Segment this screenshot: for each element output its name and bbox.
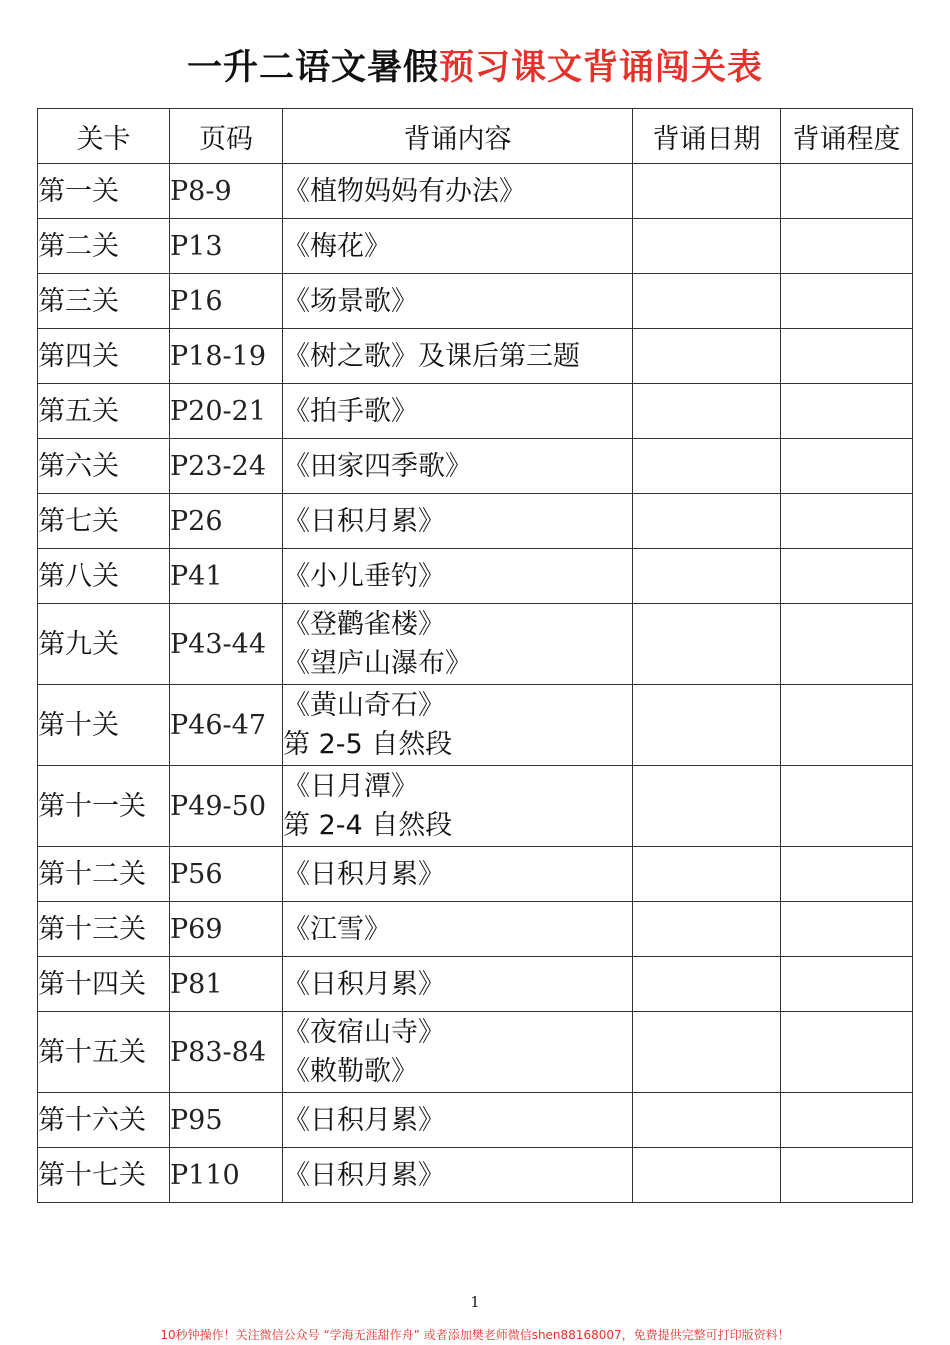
page-cell: P20-21 [170,384,283,439]
stage-cell: 第十一关 [38,766,170,847]
date-cell [633,329,781,384]
content-line: 《日积月累》 [283,505,445,537]
date-cell [633,274,781,329]
content-line: 《日月潭》 [283,771,418,802]
table-row [38,1093,913,1148]
date-cell [633,439,781,494]
content-line: 《田家四季歌》 [283,450,472,482]
date-cell [633,1148,781,1203]
content-line: 《日积月累》 [283,1159,445,1191]
content-cell [283,164,633,219]
page-cell: P26 [170,494,283,549]
content-cell [283,902,633,957]
header-date: 背诵日期 [633,109,781,164]
table-row [38,847,913,902]
stage-cell: 第七关 [38,494,170,549]
page-cell: P46-47 [170,685,283,766]
content-line: 《黄山奇石》 [283,690,445,721]
stage-cell: 第二关 [38,219,170,274]
date-cell [633,549,781,604]
page-cell: P81 [170,957,283,1012]
stage-cell: 第十四关 [38,957,170,1012]
content-cell [283,329,633,384]
date-cell [633,164,781,219]
level-cell [781,1012,913,1093]
stage-cell: 第一关 [38,164,170,219]
date-cell [633,902,781,957]
recitation-table [37,108,913,1203]
table-row [38,1148,913,1203]
page-cell: P16 [170,274,283,329]
content-line: 《江雪》 [283,913,391,945]
content-line: 《日积月累》 [283,858,445,890]
content-line: 第 2-5 自然段 [283,729,453,760]
table-row [38,1012,913,1093]
content-cell [283,549,633,604]
level-cell [781,219,913,274]
date-cell [633,957,781,1012]
page-cell: P69 [170,902,283,957]
content-line: 《登鹳雀楼》 [283,609,445,640]
stage-cell: 第十三关 [38,902,170,957]
header-level: 背诵程度 [781,109,913,164]
stage-cell: 第三关 [38,274,170,329]
date-cell [633,847,781,902]
content-cell [283,384,633,439]
table-row [38,902,913,957]
table-row [38,164,913,219]
table-row [38,384,913,439]
content-line: 《梅花》 [283,230,391,262]
table-row [38,549,913,604]
table-row [38,219,913,274]
page-cell: P110 [170,1148,283,1203]
level-cell [781,604,913,685]
footer-promo-text: 10秒钟操作！关注微信公众号 “学海无涯甜作舟” 或者添加樊老师微信shen88168007，免费提供完整可打印版资料！ [160,1328,790,1342]
stage-cell: 第八关 [38,549,170,604]
content-line: 《场景歌》 [283,285,418,317]
header-stage: 关卡 [38,109,170,164]
level-cell [781,439,913,494]
level-cell [781,685,913,766]
level-cell [781,1148,913,1203]
level-cell [781,1093,913,1148]
level-cell [781,902,913,957]
content-line: 《望庐山瀑布》 [283,648,472,679]
content-cell [283,1093,633,1148]
page-cell: P18-19 [170,329,283,384]
level-cell [781,494,913,549]
stage-cell: 第五关 [38,384,170,439]
date-cell [633,494,781,549]
page-cell: P56 [170,847,283,902]
page-number: 1 [470,1293,480,1311]
table-row [38,957,913,1012]
level-cell [781,847,913,902]
table-row [38,329,913,384]
stage-cell: 第十二关 [38,847,170,902]
content-line: 《夜宿山寺》 [283,1017,445,1048]
content-line: 《树之歌》及课后第三题 [283,340,580,372]
content-cell [283,1148,633,1203]
content-line: 《小儿垂钓》 [283,560,445,592]
level-cell [781,384,913,439]
stage-cell: 第十六关 [38,1093,170,1148]
table-row [38,766,913,847]
content-cell [283,494,633,549]
stage-cell: 第四关 [38,329,170,384]
page-title [0,44,950,92]
level-cell [781,164,913,219]
page-cell: P43-44 [170,604,283,685]
date-cell [633,1012,781,1093]
content-line: 《敕勒歌》 [283,1056,418,1087]
content-cell [283,766,633,847]
date-cell [633,766,781,847]
stage-cell: 第六关 [38,439,170,494]
content-cell [283,685,633,766]
content-line: 《日积月累》 [283,968,445,1000]
title-black-part: 一升二语文暑假 [186,48,439,88]
header-content: 背诵内容 [283,109,633,164]
content-line: 第 2-4 自然段 [283,810,453,841]
table-row [38,604,913,685]
content-cell [283,439,633,494]
content-cell [283,219,633,274]
content-cell [283,274,633,329]
table-row [38,439,913,494]
content-cell [283,847,633,902]
table-row [38,274,913,329]
date-cell [633,1093,781,1148]
content-line: 《拍手歌》 [283,395,418,427]
content-cell [283,604,633,685]
page-cell: P8-9 [170,164,283,219]
table-row [38,685,913,766]
stage-cell: 第九关 [38,604,170,685]
level-cell [781,957,913,1012]
date-cell [633,384,781,439]
stage-cell: 第十七关 [38,1148,170,1203]
level-cell [781,549,913,604]
page-cell: P13 [170,219,283,274]
content-line: 《植物妈妈有办法》 [283,175,526,207]
page-cell: P49-50 [170,766,283,847]
level-cell [781,274,913,329]
title-red-part: 预习课文背诵闯关表 [439,48,764,88]
header-page: 页码 [170,109,283,164]
date-cell [633,685,781,766]
date-cell [633,604,781,685]
page-cell: P83-84 [170,1012,283,1093]
stage-cell: 第十关 [38,685,170,766]
level-cell [781,766,913,847]
page-cell: P23-24 [170,439,283,494]
table-header-row [38,109,913,164]
level-cell [781,329,913,384]
stage-cell: 第十五关 [38,1012,170,1093]
content-cell [283,957,633,1012]
content-cell [283,1012,633,1093]
table-row [38,494,913,549]
content-line: 《日积月累》 [283,1104,445,1136]
date-cell [633,219,781,274]
page-cell: P95 [170,1093,283,1148]
page-cell: P41 [170,549,283,604]
